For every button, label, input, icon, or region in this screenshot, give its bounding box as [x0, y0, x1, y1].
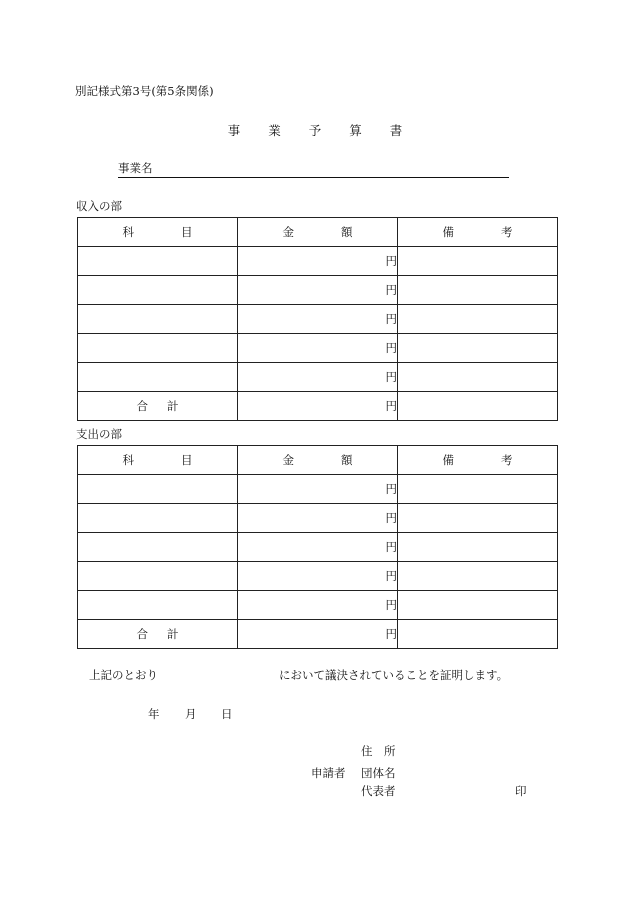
amount-cell[interactable]: 円 — [238, 247, 398, 276]
remarks-cell[interactable] — [398, 276, 558, 305]
applicant-role-label: 申請者 — [311, 766, 346, 780]
remarks-cell[interactable] — [398, 620, 558, 649]
header-amount: 金 額 — [238, 218, 398, 247]
expense-table — [77, 445, 558, 649]
header-remarks: 備 考 — [398, 446, 558, 475]
date-day: 日 — [221, 707, 233, 721]
certification-prefix: 上記のとおり — [89, 668, 158, 682]
title-char: 書 — [389, 123, 403, 138]
total-row — [78, 392, 558, 421]
amount-cell[interactable]: 円 — [238, 334, 398, 363]
item-cell[interactable] — [78, 276, 238, 305]
item-cell[interactable] — [78, 591, 238, 620]
amount-cell[interactable]: 円 — [238, 591, 398, 620]
item-cell[interactable] — [78, 504, 238, 533]
total-row — [78, 620, 558, 649]
project-name-field[interactable] — [118, 160, 509, 178]
address-label: 住 所 — [361, 744, 396, 758]
item-cell[interactable] — [78, 562, 238, 591]
form-label: 別記様式第3号(第5条関係) — [75, 84, 214, 98]
remarks-cell[interactable] — [398, 392, 558, 421]
item-cell[interactable] — [78, 334, 238, 363]
project-name-label: 事業名 — [118, 161, 153, 175]
table-row — [78, 475, 558, 504]
title-char: 予 — [308, 123, 322, 138]
title-char: 業 — [268, 123, 281, 138]
total-amount-cell[interactable]: 円 — [238, 392, 398, 421]
remarks-cell[interactable] — [398, 533, 558, 562]
total-label: 合 計 — [78, 392, 238, 421]
table-row — [78, 305, 558, 334]
table-row — [78, 363, 558, 392]
remarks-cell[interactable] — [398, 363, 558, 392]
table-header-row — [78, 218, 558, 247]
table-row — [78, 504, 558, 533]
title-char: 事 — [227, 123, 241, 138]
table-row — [78, 334, 558, 363]
remarks-cell[interactable] — [398, 247, 558, 276]
item-cell[interactable] — [78, 363, 238, 392]
item-cell[interactable] — [78, 475, 238, 504]
remarks-cell[interactable] — [398, 504, 558, 533]
item-cell[interactable] — [78, 247, 238, 276]
title-char: 算 — [349, 123, 362, 138]
representative-label: 代表者 — [361, 784, 396, 798]
amount-cell[interactable]: 円 — [238, 475, 398, 504]
remarks-cell[interactable] — [398, 475, 558, 504]
table-row — [78, 276, 558, 305]
total-amount-cell[interactable]: 円 — [238, 620, 398, 649]
date-month: 月 — [185, 707, 197, 721]
amount-cell[interactable]: 円 — [238, 305, 398, 334]
org-name-label: 団体名 — [361, 766, 396, 780]
header-item: 科 目 — [78, 446, 238, 475]
header-item: 科 目 — [78, 218, 238, 247]
document-title — [0, 121, 630, 139]
item-cell[interactable] — [78, 533, 238, 562]
amount-cell[interactable]: 円 — [238, 504, 398, 533]
table-row — [78, 562, 558, 591]
header-amount: 金 額 — [238, 446, 398, 475]
table-row — [78, 533, 558, 562]
amount-cell[interactable]: 円 — [238, 562, 398, 591]
remarks-cell[interactable] — [398, 591, 558, 620]
certification-suffix: において議決されていることを証明します。 — [279, 668, 509, 682]
remarks-cell[interactable] — [398, 305, 558, 334]
header-remarks: 備 考 — [398, 218, 558, 247]
remarks-cell[interactable] — [398, 334, 558, 363]
seal-mark: 印 — [515, 784, 527, 798]
table-row — [78, 591, 558, 620]
remarks-cell[interactable] — [398, 562, 558, 591]
table-row — [78, 247, 558, 276]
amount-cell[interactable]: 円 — [238, 533, 398, 562]
date-year: 年 — [148, 707, 160, 721]
income-section-label: 収入の部 — [76, 199, 122, 213]
expense-section-label: 支出の部 — [76, 427, 122, 441]
amount-cell[interactable]: 円 — [238, 363, 398, 392]
total-label: 合 計 — [78, 620, 238, 649]
amount-cell[interactable]: 円 — [238, 276, 398, 305]
item-cell[interactable] — [78, 305, 238, 334]
income-table — [77, 217, 558, 421]
table-header-row — [78, 446, 558, 475]
